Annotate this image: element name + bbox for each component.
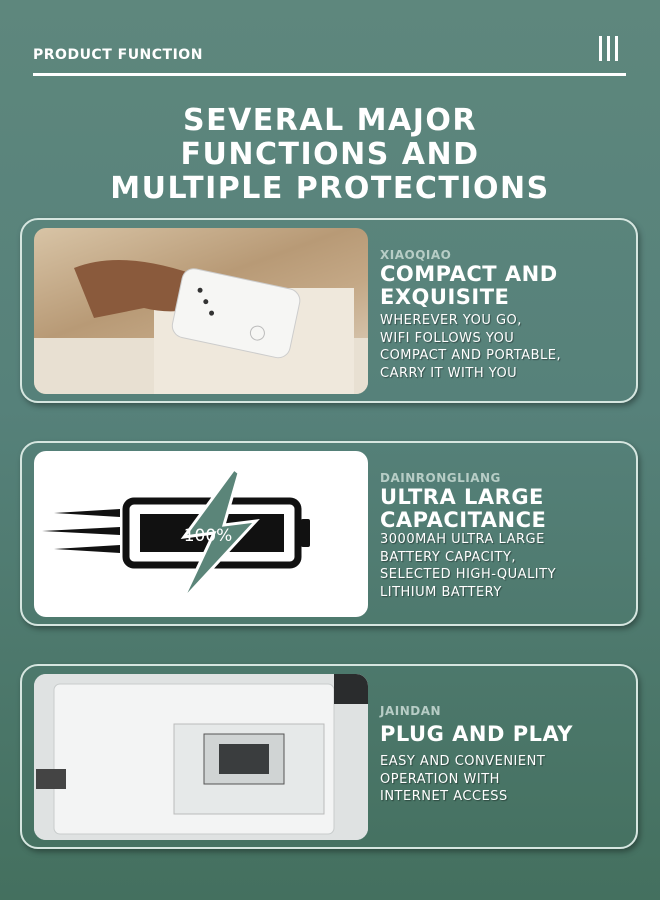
roman-three-icon (599, 36, 618, 61)
battery-percent-label: 100% (183, 526, 233, 546)
feature-subtitle: XIAOQIAO (380, 248, 452, 262)
hand-holding-device-photo (34, 228, 368, 394)
desc-line: LITHIUM BATTERY (380, 584, 502, 600)
page-title (0, 104, 660, 206)
feature-subtitle: DAINRONGLIANG (380, 471, 501, 485)
feature-heading: COMPACT AND (380, 262, 558, 286)
feature-description (380, 753, 640, 806)
feature-card-capacity (20, 441, 638, 626)
feature-heading: EXQUISITE (380, 285, 510, 309)
title-line: MULTIPLE PROTECTIONS (110, 171, 550, 206)
desc-line: CARRY IT WITH YOU (380, 365, 518, 381)
desc-line: OPERATION WITH (380, 771, 500, 787)
title-line: SEVERAL MAJOR (182, 103, 478, 138)
section-label: PRODUCT FUNCTION (33, 47, 203, 63)
desc-line: COMPACT AND PORTABLE, (380, 348, 562, 363)
desc-line: EASY AND CONVENIENT (380, 754, 546, 769)
feature-heading: CAPACITANCE (380, 508, 547, 532)
desc-line: SELECTED HIGH-QUALITY (380, 567, 557, 582)
feature-description (380, 531, 640, 601)
title-line: FUNCTIONS AND (180, 137, 480, 172)
desc-line: 3000MAH ULTRA LARGE (380, 532, 545, 547)
divider (33, 73, 626, 76)
feature-card-compact (20, 218, 638, 403)
desc-line: WHEREVER YOU GO, (380, 313, 522, 328)
feature-heading: PLUG AND PLAY (380, 722, 573, 746)
feature-heading: ULTRA LARGE (380, 485, 544, 509)
feature-subtitle: JAINDAN (380, 704, 442, 718)
desc-line: BATTERY CAPACITY, (380, 549, 517, 565)
feature-description (380, 312, 640, 382)
desc-line: INTERNET ACCESS (380, 789, 508, 804)
sim-slot-photo (34, 674, 368, 840)
feature-card-plug-and-play (20, 664, 638, 849)
battery-charging-icon (34, 451, 368, 617)
desc-line: WIFI FOLLOWS YOU (380, 330, 515, 346)
